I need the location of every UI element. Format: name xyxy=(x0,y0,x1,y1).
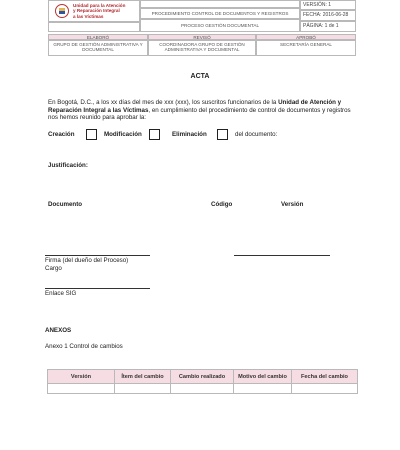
signature-line-owner xyxy=(45,255,150,256)
cargo-label: Cargo xyxy=(45,265,62,272)
logo-line-2: y Reparación Integral xyxy=(73,8,120,14)
modificacion-checkbox[interactable] xyxy=(149,129,160,140)
page-label: PÁGINA: 1 de 1 xyxy=(300,21,356,32)
coat-of-arms-icon xyxy=(55,4,69,18)
creacion-checkbox[interactable] xyxy=(86,129,97,140)
row-cell-motivo[interactable] xyxy=(234,384,292,393)
logo-line-3: a las Víctimas xyxy=(73,13,104,19)
procedure-name: PROCEDIMIENTO CONTROL DE DOCUMENTOS Y REGISTROS xyxy=(140,8,300,19)
header-top-blank xyxy=(140,0,300,8)
approval-title-elaboro: ELABORÓ xyxy=(48,34,148,40)
row-cell-fecha[interactable] xyxy=(292,384,357,393)
changes-table-row xyxy=(48,384,357,393)
signature-line-sig xyxy=(45,288,150,289)
firma-label: Firma (del dueño del Proceso) xyxy=(45,257,129,264)
version-label: VERSIÓN: 1 xyxy=(300,0,356,10)
row-cell-cambio[interactable] xyxy=(171,384,234,393)
modificacion-label: Modificación xyxy=(104,131,142,138)
anexo-1-label: Anexo 1 Control de cambios xyxy=(45,343,123,350)
header-fecha: Fecha del cambio xyxy=(301,373,348,380)
anexos-heading: ANEXOS xyxy=(45,327,72,334)
justificacion-label: Justificación: xyxy=(48,162,88,169)
version-column-label: Versión xyxy=(281,201,304,208)
codigo-column-label: Código xyxy=(211,201,233,208)
del-documento-label: del documento: xyxy=(235,131,278,138)
signature-line-right xyxy=(234,255,330,256)
header-cambio: Cambio realizado xyxy=(171,370,234,383)
logo-line-1: Unidad para la Atención xyxy=(73,3,126,8)
row-cell-item[interactable] xyxy=(115,384,171,393)
approval-value-aprobo: SECRETARÍA GENERAL xyxy=(256,40,356,56)
documento-column-label: Documento xyxy=(48,201,83,208)
approval-value-reviso: COORDINADORA GRUPO DE GESTIÓN ADMINISTRATIVA Y DOCUMENTAL xyxy=(148,40,256,56)
header-motivo: Motivo del cambio xyxy=(234,370,292,383)
date-label: FECHA: 2016-06-28 xyxy=(300,10,356,21)
intro-text-1: En Bogotá, D.C., a los xx días del mes de xxx (xxx), los suscritos funcionarios de la xyxy=(48,99,279,106)
approval-title-aprobo: APROBÓ xyxy=(256,34,356,40)
row-cell-version[interactable] xyxy=(48,384,115,393)
logo-bottom xyxy=(48,22,140,32)
eliminacion-label: Eliminación xyxy=(172,131,207,138)
approval-title-reviso: REVISÓ xyxy=(148,34,256,40)
changes-table-header xyxy=(48,370,357,384)
header-item: Ítem del cambio xyxy=(115,370,171,383)
intro-entity: Unidad de Atención y Reparación Integral a las Víctimas xyxy=(48,99,342,114)
document-title: ACTA xyxy=(190,73,210,80)
logo-cell xyxy=(48,0,140,22)
enlace-sig-label: Enlace SIG xyxy=(45,290,77,297)
header-version: Versión xyxy=(48,370,115,383)
eliminacion-checkbox[interactable] xyxy=(217,129,228,140)
intro-text-2: , en cumplimiento del procedimiento de control de documentos y registros nos hemos reunido para aprobar la: xyxy=(48,106,351,122)
approval-value-elaboro: GRUPO DE GESTIÓN ADMINISTRATIVA Y DOCUMENTAL xyxy=(48,40,148,56)
creacion-label: Creación xyxy=(48,131,75,138)
intro-paragraph xyxy=(48,99,362,122)
process-name: PROCESO GESTIÓN DOCUMENTAL xyxy=(140,19,300,32)
changes-table xyxy=(47,369,358,394)
